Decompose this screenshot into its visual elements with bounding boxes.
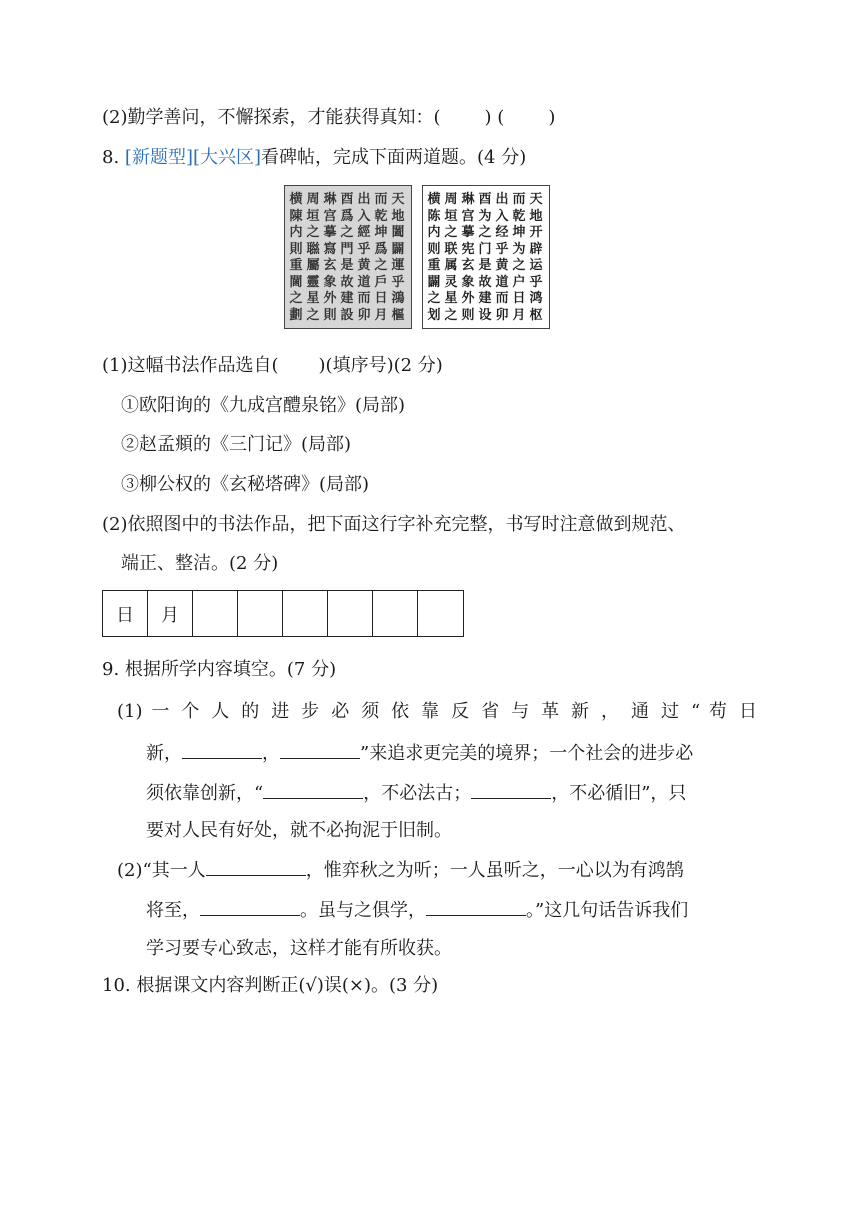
grid-cell[interactable]: [283, 591, 328, 636]
q7-part2-text: (2)勤学善问，不懈探索，才能获得真知：(: [102, 107, 441, 128]
q10-stem: 10. 根据课文内容判断正(√)误(×)。(3 分): [102, 975, 439, 996]
question-number: 8.: [102, 147, 120, 168]
answer-blank[interactable]: [182, 740, 262, 759]
grid-cell[interactable]: 月: [148, 591, 193, 636]
grid-cell[interactable]: [418, 591, 463, 636]
calligraphy-transcription: [422, 185, 550, 329]
q8-stem: [102, 146, 526, 170]
q9-p2-line3: 学习要专心致志，这样才能有所收获。: [146, 938, 452, 959]
calligraphy-column: 酉 爲 之 門 是 故 建 設: [340, 192, 354, 323]
q8-sub1-stem-b: )(填序号)(2 分): [318, 355, 443, 376]
answer-blank[interactable]: [471, 780, 551, 799]
calligraphy-column: 天 地 开 辟 运 乎 鸿 枢: [529, 192, 543, 323]
q9-p1-line2: [146, 740, 693, 766]
grid-cell[interactable]: [193, 591, 238, 636]
tag-new-type: [新题型]: [124, 147, 193, 168]
tag-district: [大兴区]: [192, 147, 262, 168]
grid-cell[interactable]: [328, 591, 373, 636]
text: ”来追求更完美的境界；一个社会的进步必: [360, 743, 694, 764]
grid-cell[interactable]: [238, 591, 283, 636]
calligraphy-column: 而 乾 坤 爲 之 戶 日 月: [374, 192, 388, 323]
text: ，不必法古；: [363, 783, 472, 804]
text: 新，: [146, 743, 182, 764]
option-2: ②赵孟頫的《三门记》(局部): [121, 434, 352, 455]
q9-p2-line1: [117, 857, 684, 883]
calligraphy-column: 横 陳 内 則 重 閫 之 劃: [289, 192, 303, 323]
q8-sub2-line2: 端正、整洁。(2 分): [121, 553, 279, 574]
text: 。”这几句话告诉我们: [526, 900, 689, 921]
calligraphy-column: 琳 宫 摹 宪 玄 象 外 则: [461, 192, 475, 323]
q9-p1-line3: [146, 780, 686, 806]
text: 。虽与之俱学，: [300, 900, 426, 921]
calligraphy-column: 酉 为 之 门 是 故 建 设: [478, 192, 492, 323]
text: ，惟弈秋之为听；一人虽听之，一心以为有鸿鹄: [305, 860, 684, 881]
calligraphy-column: 琳 宫 摹 寫 玄 象 外 則: [323, 192, 337, 323]
calligraphy-column: 出 入 經 乎 黄 道 而 卯: [357, 192, 371, 323]
q9-p2-line2: [146, 897, 688, 923]
answer-blank[interactable]: [280, 740, 360, 759]
text: (2)“其一人: [117, 860, 206, 881]
q7-part2: [102, 106, 555, 130]
answer-blank[interactable]: [206, 857, 306, 876]
q9-p1-line4: 要对人民有好处，就不必拘泥于旧制。: [146, 820, 452, 841]
writing-grid: [102, 590, 464, 637]
text: ，不必循旧”，只: [551, 783, 687, 804]
q7-part2-end: ): [548, 107, 556, 128]
text: ，: [262, 743, 280, 764]
calligraphy-column: 周 垣 之 联 属 灵 星 之: [444, 192, 458, 323]
text: 须依靠创新，“: [146, 783, 264, 804]
q7-part2-mid: ) (: [484, 107, 505, 128]
option-3: ③柳公权的《玄秘塔碑》(局部): [121, 474, 370, 495]
q9-stem: 9. 根据所学内容填空。(7 分): [102, 659, 337, 680]
q9-p1-line1: (1) 一 个 人 的 进 步 必 须 依 靠 反 省 与 革 新 ， 通 过 “ 苟 日: [117, 701, 757, 722]
text: 将至，: [146, 900, 200, 921]
calligraphy-column: 而 乾 坤 为 之 户 日 月: [512, 192, 526, 323]
calligraphy-column: 天 地 闔 闢 運 乎 鴻 樞: [391, 192, 405, 323]
q8-sub1-stem-a: (1)这幅书法作品选自(: [102, 355, 279, 376]
calligraphy-column: 周 垣 之 聮 屬 靈 星 之: [306, 192, 320, 323]
calligraphy-column: 横 陈 内 则 重 闢 之 划: [427, 192, 441, 323]
answer-blank[interactable]: [200, 897, 300, 916]
grid-cell[interactable]: 日: [103, 591, 148, 636]
q8-stem-text: 看碑帖，完成下面两道题。(4 分): [261, 147, 527, 168]
calligraphy-column: 出 入 经 乎 黄 道 而 卯: [495, 192, 509, 323]
calligraphy-rubbing: [284, 185, 412, 329]
answer-blank[interactable]: [426, 897, 526, 916]
option-1: ①欧阳询的《九成宫醴泉铭》(局部): [121, 395, 406, 416]
q8-sub1: [102, 354, 443, 378]
answer-blank[interactable]: [263, 780, 363, 799]
q8-sub2-line1: (2)依照图中的书法作品，把下面这行字补充完整，书写时注意做到规范、: [102, 514, 686, 535]
grid-cell[interactable]: [373, 591, 418, 636]
